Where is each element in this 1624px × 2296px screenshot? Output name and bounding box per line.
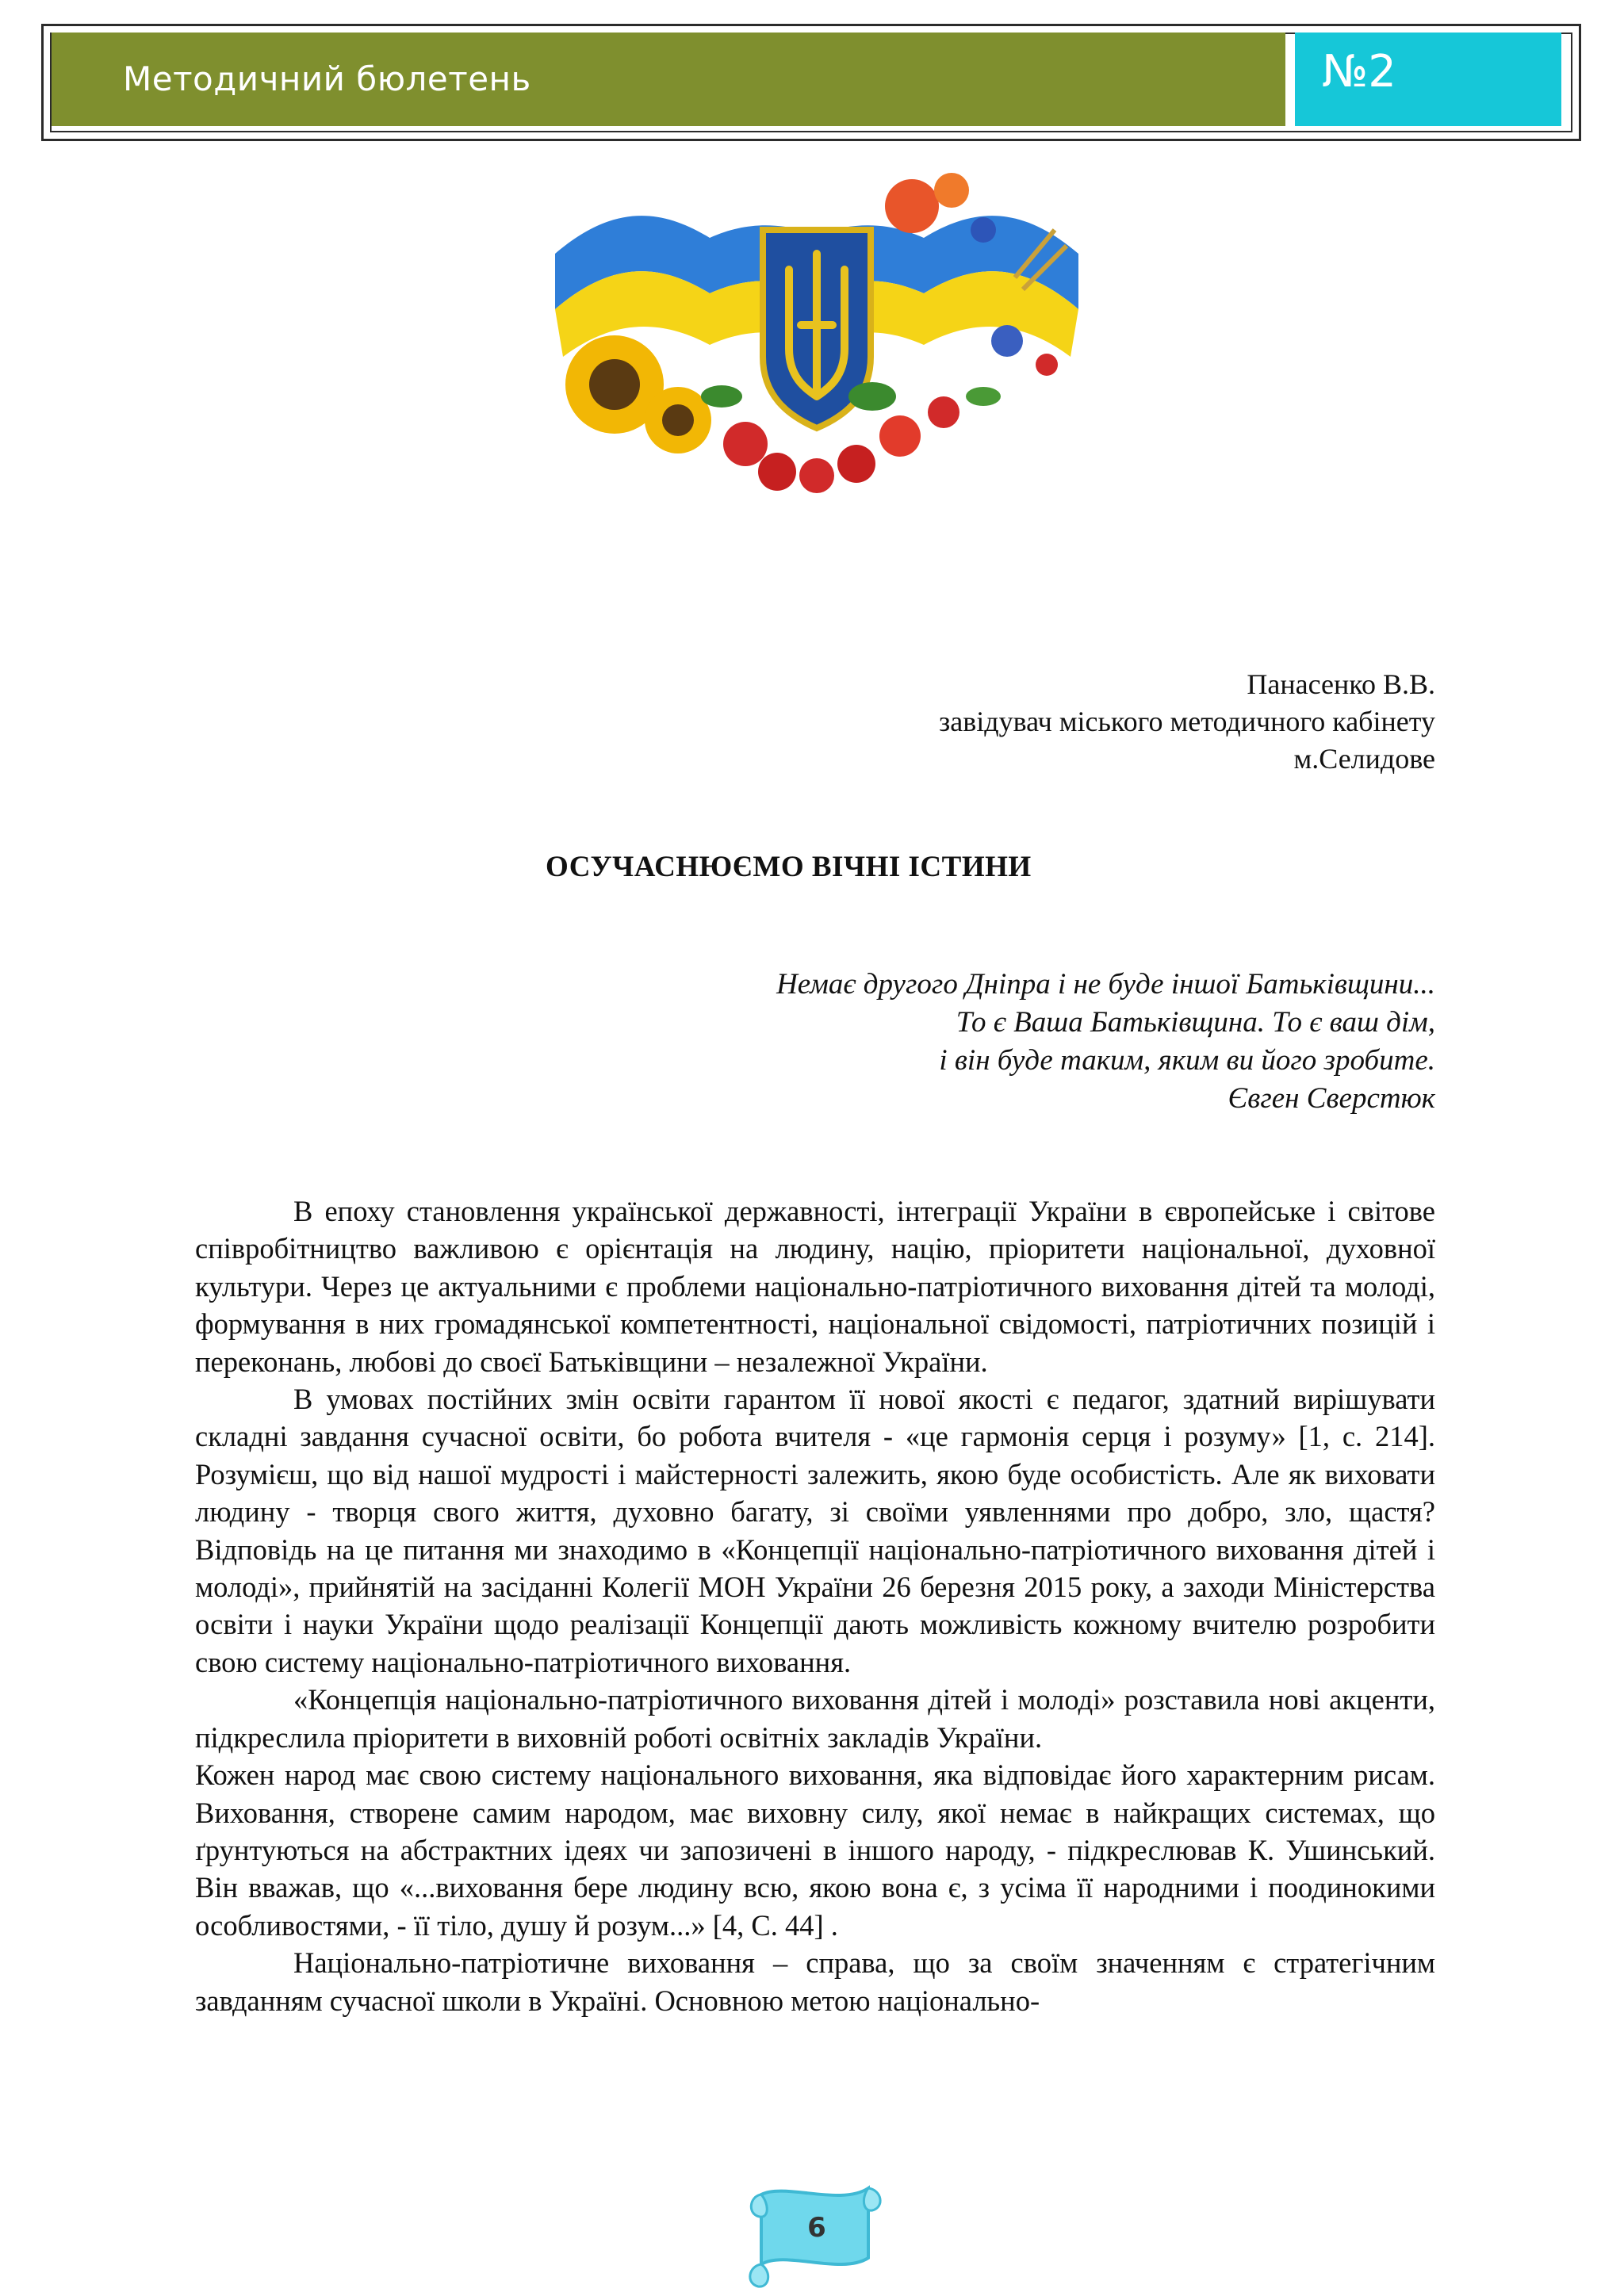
epigraph: [484, 966, 1435, 1118]
article-body: [195, 1192, 1435, 2019]
issue-number: №2: [1295, 33, 1561, 126]
bulletin-title: Методичний бюлетень: [52, 33, 1285, 126]
ukrainian-emblem-icon: [539, 159, 1094, 507]
page-number: 6: [807, 2212, 826, 2244]
body-paragraph: «Концепція національно-патріотичного виховання дітей і молоді» розставила нові акценти, підкреслила пріоритети в виховній роботі освітніх закладів України.: [195, 1683, 1435, 1754]
body-paragraph: В умовах постійних змін освіти гарантом її нової якості є педагог, здатний вирішувати складні завдання сучасної освіти, бо робота вчителя - «це гармонія серця і розуму» [1, с. 214]. Розумієш, що від нашої мудрості і майстерності залежить, якою буде особистість. Але як виховати людину - творця свого життя, духовно багату, зі своїми уявленнями про добро, зло, щастя? Відповідь на це питання ми знаходимо в «Концепції національно-патріотичного виховання дітей і молоді», прийнятій на засіданні Колегії МОН України 26 березня 2015 року, а заходи Міністерства освіти і науки України щодо реалізації Концепції дають можливість кожному вчителю розробити свою систему національно-патріотичного виховання.: [195, 1383, 1435, 1678]
epigraph-line: То є Ваша Батьківщина. То є ваш дім,: [956, 1006, 1435, 1039]
epigraph-author: Євген Сверстюк: [1228, 1082, 1435, 1115]
body-paragraph: В епоху становлення української державності, інтеграції України в європейське і світове співробітництво важливою є орієнтація на людину, націю, пріоритети національної, духовної культури. Через це актуальними є проблеми національно-патріотичного виховання дітей та молоді, формування в них громадянської компетентності, національної свідомості, патріотичних позицій і переконань, любові до своєї Батьківщини – незалежної України.: [195, 1195, 1435, 1378]
epigraph-line: і він буде таким, яким ви його зробите.: [939, 1044, 1435, 1077]
bulletin-header: [41, 24, 1581, 141]
author-name: Панасенко В.В.: [1247, 668, 1435, 700]
author-city: м.Селидове: [1293, 743, 1435, 775]
epigraph-line: Немає другого Дніпра і не буде іншої Батьківщини...: [776, 968, 1435, 1001]
article-title: ОСУЧАСНЮЄМО ВІЧНІ ІСТИНИ: [546, 851, 1032, 883]
sunflower-left: [565, 335, 711, 453]
body-paragraph: Кожен народ має свою систему національного виховання, яка відповідає його характерним рисам. Виховання, створене самим народом, має виховну силу, якої немає в найкращих системах, що ґрунтуються на абстрактних ідеях чи запозичені в іншого народу, - підкреслював К. Ушинський. Він вважав, що «...виховання бере людину всю, якою вона є, з усіма її народними і поодинокими особливостями, - її тіло, душу й розум...» [4, С. 44] .: [195, 1758, 1435, 1942]
author-block: [642, 666, 1435, 778]
author-position: завідувач міського методичного кабінету: [939, 706, 1435, 737]
body-paragraph: Національно-патріотичне виховання – справа, що за своїм значенням є стратегічним завданням сучасної школи в Україні. Основною метою національно-: [195, 1946, 1435, 2017]
